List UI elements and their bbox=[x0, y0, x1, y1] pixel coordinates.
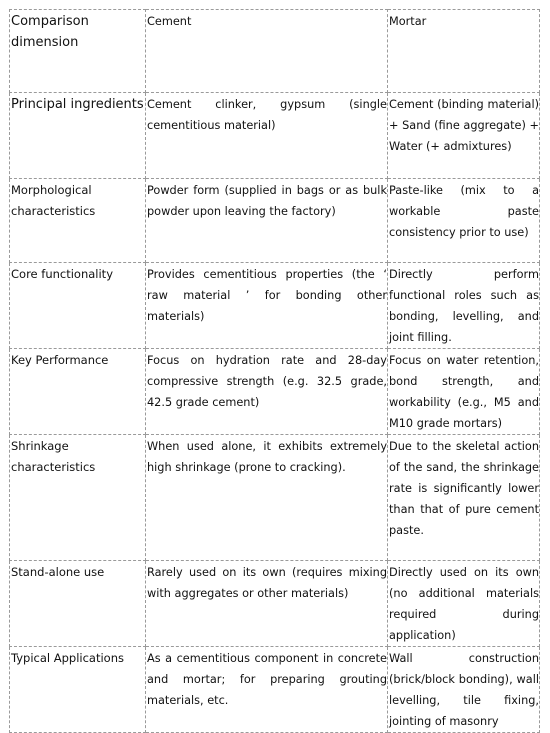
mortar-cell: Paste-like (mix to a workable paste consistency prior to use) bbox=[388, 179, 540, 263]
cement-cell: Rarely used on its own (requires mixing with aggregates or other materials) bbox=[146, 561, 388, 647]
row-label: Key Performance bbox=[10, 349, 146, 435]
row-label: Core functionality bbox=[10, 263, 146, 349]
table-row bbox=[10, 349, 540, 435]
table-row bbox=[10, 179, 540, 263]
row-label: Typical Applications bbox=[10, 647, 146, 733]
header-cement: Cement bbox=[146, 10, 388, 93]
table-row bbox=[10, 93, 540, 179]
table-row bbox=[10, 263, 540, 349]
row-label: Morphological characteristics bbox=[10, 179, 146, 263]
mortar-cell: Cement (binding material) + Sand (fine aggregate) + Water (+ admixtures) bbox=[388, 93, 540, 179]
header-mortar: Mortar bbox=[388, 10, 540, 93]
mortar-cell: Directly used on its own (no additional materials required during application) bbox=[388, 561, 540, 647]
mortar-cell: Wall construction (brick/block bonding), wall levelling, tile fixing, jointing of masonry bbox=[388, 647, 540, 733]
table-header-row bbox=[10, 10, 540, 93]
comparison-table bbox=[9, 9, 540, 733]
row-label: Shrinkage characteristics bbox=[10, 435, 146, 561]
cement-cell: When used alone, it exhibits extremely high shrinkage (prone to cracking). bbox=[146, 435, 388, 561]
table-row bbox=[10, 647, 540, 733]
cement-cell: Focus on hydration rate and 28-day compressive strength (e.g. 32.5 grade, 42.5 grade cement) bbox=[146, 349, 388, 435]
table-row bbox=[10, 561, 540, 647]
row-label: Stand-alone use bbox=[10, 561, 146, 647]
cement-cell: As a cementitious component in concrete and mortar; for preparing grouting materials, etc. bbox=[146, 647, 388, 733]
cement-cell: Powder form (supplied in bags or as bulk powder upon leaving the factory) bbox=[146, 179, 388, 263]
mortar-cell: Focus on water retention, bond strength, and workability (e.g., M5 and M10 grade mortars) bbox=[388, 349, 540, 435]
mortar-cell: Due to the skeletal action of the sand, the shrinkage rate is significantly lower than that of pure cement paste. bbox=[388, 435, 540, 561]
cement-cell: Cement clinker, gypsum (single cementitious material) bbox=[146, 93, 388, 179]
table-row bbox=[10, 435, 540, 561]
row-label: Principal ingredients bbox=[10, 93, 146, 179]
header-comparison-dimension: Comparison dimension bbox=[10, 10, 146, 93]
cement-cell: Provides cementitious properties (the ‘ raw material ’ for bonding other materials) bbox=[146, 263, 388, 349]
mortar-cell: Directly perform functional roles such as bonding, levelling, and joint filling. bbox=[388, 263, 540, 349]
